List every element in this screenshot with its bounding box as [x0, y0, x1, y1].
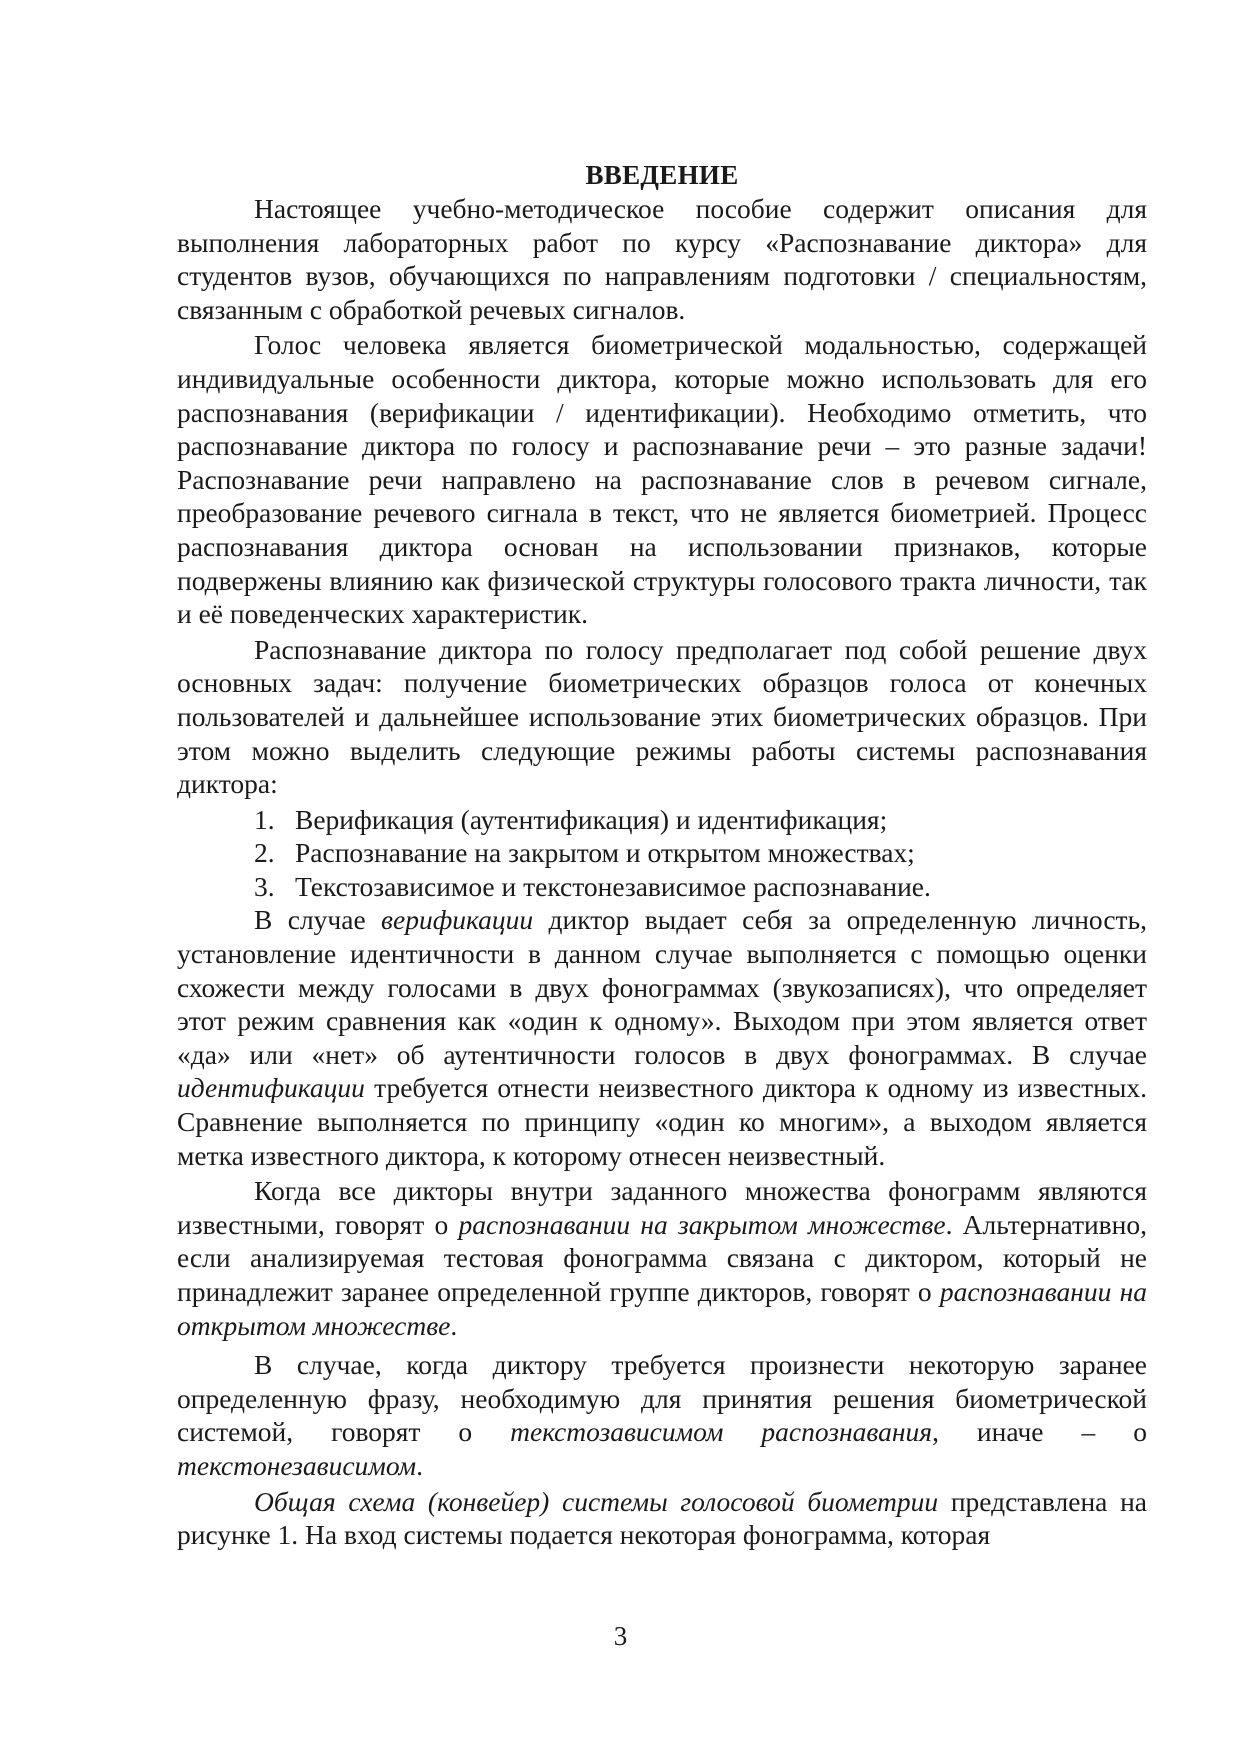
italic-term: распознавании на открытом множестве [177, 1276, 1148, 1341]
page-title: ВВЕДЕНИЕ [585, 160, 739, 190]
list-item-text: Текстозависимое и текстонезависимое распознавание. [295, 870, 931, 902]
text-run: В случае, когда диктору требуется произнести некоторую заранее определенную фразу, необходимую для принятия решения биометрической системой, говорят о [177, 1349, 1147, 1448]
italic-term: распознавании на закрытом множестве [458, 1208, 946, 1240]
paragraph-intro: Настоящее учебно-методическое пособие содержит описания для выполнения лабораторных работ по курсу «Распознавание диктора» для студентов вузов, обучающихся по направлениям подготовки / специальностям, связанным с обработкой речевых сигналов. [177, 193, 1147, 325]
list-item-text: Верификация (аутентификация) и идентификация; [295, 803, 888, 835]
text-run: требуется отнести неизвестного диктора к одному из известных. Сравнение выполняется по принципу «один ко многим», а выходом является метка известного диктора, к которому отнесен неизвестный. [177, 1072, 1147, 1171]
list-item-number: 1. [254, 803, 275, 835]
text-run: Когда все дикторы внутри заданного множества фонограмм являются известными, говорят о [177, 1175, 1147, 1240]
list-item [177, 803, 1147, 837]
text-run: . [416, 1449, 423, 1481]
paragraph-voice-biometrics: Голос человека является биометрической модальностью, содержащей индивидуальные особенности диктора, которые можно использовать для его распознавания (верификации / идентификации). Необходимо отметить, что распознавание диктора по голосу и распознавание речи – это разные задачи! Распознавание речи направлено на распознавание слов в речевом сигнале, преобразование речевого сигнала в текст, что не является биометрией. Процесс распознавания диктора основан на использовании признаков, которые подвержены влиянию как физической структуры голосового тракта личности, так и её поведенческих характеристик. [177, 329, 1147, 630]
italic-term: Общая схема (конвейер) системы голосовой биометрии [254, 1485, 939, 1517]
text-run: диктор выдает себя за определенную личность, установление идентичности в данном случае выполняется с помощью оценки схожести между голосами в двух фонограммах (звукозаписях), что определяет этот режим сравнения как «один к одному». Выходом при этом является ответ «да» или «нет» об аутентичности голосов в двух фонограммах. В случае [177, 904, 1147, 1070]
text-run: В случае [254, 904, 382, 936]
text-run: , иначе – о [932, 1416, 1148, 1448]
list-item [177, 870, 1147, 904]
page-number: 3 [613, 1621, 628, 1651]
paragraph-text-dependent [177, 1348, 1147, 1482]
paragraph-closed-open-set [177, 1174, 1147, 1342]
paragraph-tasks: Распознавание диктора по голосу предполагает под собой решение двух основных задач: получение биометрических образцов голоса от конечных пользователей и дальнейшее использование этих биометрических образцов. При этом можно выделить следующие режимы работы системы распознавания диктора: [177, 633, 1147, 800]
paragraph-pipeline [177, 1485, 1147, 1552]
text-run: . [450, 1309, 458, 1341]
list-item-text: Распознавание на закрытом и открытом множествах; [295, 837, 915, 869]
italic-term: текстозависимом распознавания [510, 1416, 933, 1448]
modes-list [177, 803, 1147, 904]
list-item-number: 2. [254, 837, 275, 869]
paragraph-verification [177, 903, 1147, 1172]
list-item-number: 3. [254, 870, 275, 902]
text-run: . Альтернативно, если анализируемая тестовая фонограмма связана с диктором, который не принадлежит заранее определенной группе дикторов, говорят о [177, 1208, 1147, 1307]
document-page [177, 158, 1147, 1554]
list-item [177, 836, 1147, 870]
italic-term: верификации [381, 904, 534, 936]
italic-term: идентификации [177, 1072, 365, 1104]
italic-term: текстонезависимом [177, 1449, 417, 1481]
text-run: представлена на рисунке 1. На вход системы подается некоторая фонограмма, которая [177, 1485, 1147, 1551]
